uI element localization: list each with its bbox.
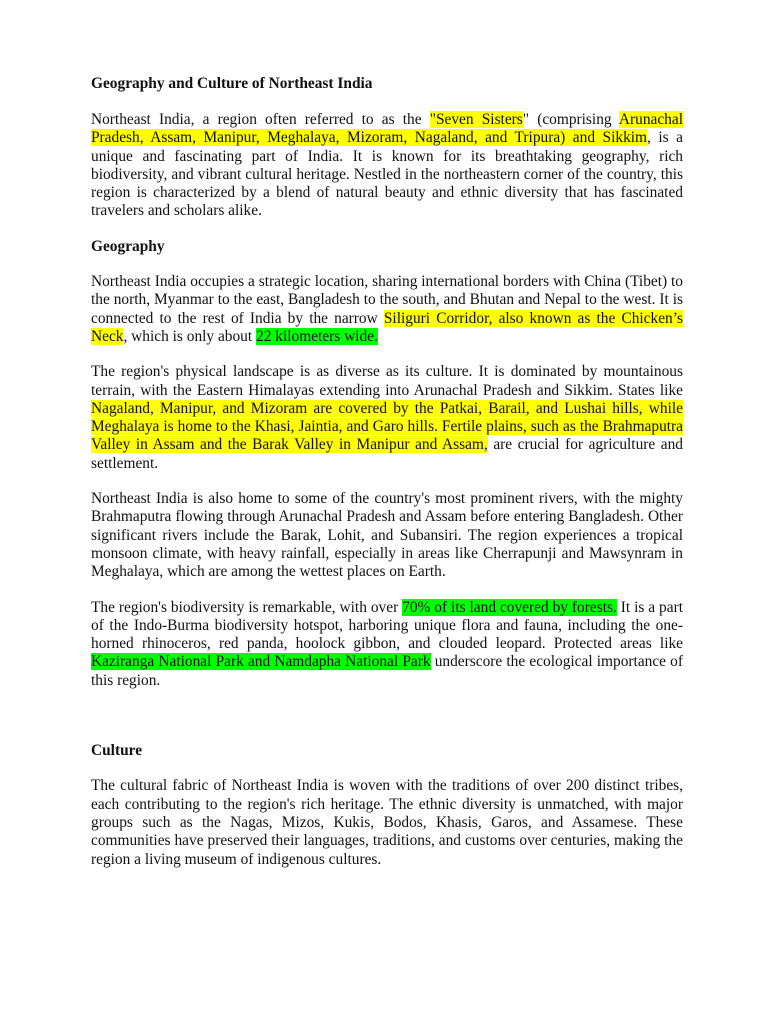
geography-paragraph-location: [91, 273, 683, 346]
geo-p2-text-2: are crucial for agriculture and settlement.: [91, 436, 684, 472]
culture-paragraph: The cultural fabric of Northeast India is woven with the traditions of over 200 distinct tribes, each contributing to the region's rich heritage. The ethnic diversity is unmatched, with major groups such as the Nagas, Mizos, Kukis, Bodos, Khasis, Garos, and Assamese. These communities have preserved their languages, traditions, and customs over centuries, making the region a living museum of indigenous cultures.: [91, 777, 683, 868]
document-page: [91, 74, 683, 886]
geo-p1-text-1: Northeast India occupies a strategic location, sharing international borders with China (Tibet) to the north, Myanmar to the east, Bangladesh to the south, and Bhutan and Nepal to the west. It is connected to the rest of India by the narrow: [91, 273, 683, 327]
highlight-seven-sisters: "Seven Sisters: [429, 111, 523, 128]
culture-heading: Culture: [91, 742, 143, 760]
document-title: Geography and Culture of Northeast India: [91, 75, 373, 92]
geography-paragraph-rivers: Northeast India is also home to some of the country's most prominent rivers, with the mighty Brahmaputra flowing through Arunachal Pradesh and Assam before entering Bangladesh. Other significant rivers include the Barak, Lohit, and Subansiri. The region experiences a tropical monsoon climate, with heavy rainfall, especially in areas like Cherrapunji and Mawsynram in Meghalaya, which are among the wettest places on Earth.: [91, 490, 683, 581]
geo-p1-text-2: , which is only about: [123, 327, 257, 345]
highlight-states: Arunachal Pradesh, Assam, Manipur, Meghalaya, Mizoram, Nagaland, and Tripura) and Sikkim: [91, 111, 683, 147]
geo-p4-text-2: It is a part of the Indo-Burma biodiversity hotspot, harboring unique flora and fauna, including the one-horned rhinoceros, red panda, hoolock gibbon, and clouded leopard. Protected areas like: [91, 598, 683, 653]
highlight-national-parks: Kaziranga National Park and Namdapha National Park: [91, 653, 431, 671]
geography-paragraph-biodiversity: [91, 599, 683, 690]
highlight-forest-cover: 70% of its land covered by forests.: [402, 598, 617, 616]
geography-paragraph-landscape: [91, 363, 683, 473]
highlight-hills-plains: Nagaland, Manipur, and Mizoram are covered by the Patkai, Barail, and Lushai hills, while Meghalaya is home to the Khasi, Jaintia, and Garo hills. Fertile plains, such as the Brahmaputra Valley in Assam and the Barak Valley in Manipur and Assam,: [91, 399, 683, 454]
geo-p4-text-3: underscore the ecological importance of this region.: [91, 653, 683, 689]
highlight-corridor-width: 22 kilometers wide.: [256, 327, 378, 345]
intro-text-3: , is a unique and fascinating part of India. It is known for its breathtaking geography, rich biodiversity, and vibrant cultural heritage. Nestled in the northeastern corner of the country, this region is characterized by a blend of natural beauty and ethnic diversity that has fascinated travelers and scholars alike.: [91, 129, 683, 220]
geography-heading: Geography: [91, 237, 165, 255]
geo-p4-text-1: The region's biodiversity is remarkable, with over: [91, 598, 403, 616]
highlight-siliguri-corridor: Siliguri Corridor, also known as the Chicken’s Neck: [91, 309, 683, 345]
geo-p2-text-1: The region's physical landscape is as diverse as its culture. It is dominated by mountainous terrain, with the Eastern Himalayas extending into Arunachal Pradesh and Sikkim. States like: [91, 363, 683, 399]
intro-text-2: " (comprising: [522, 111, 619, 128]
blank-spacer: [91, 707, 683, 742]
intro-paragraph: [91, 111, 683, 221]
intro-text-1: Northeast India, a region often referred to as the: [91, 111, 430, 128]
